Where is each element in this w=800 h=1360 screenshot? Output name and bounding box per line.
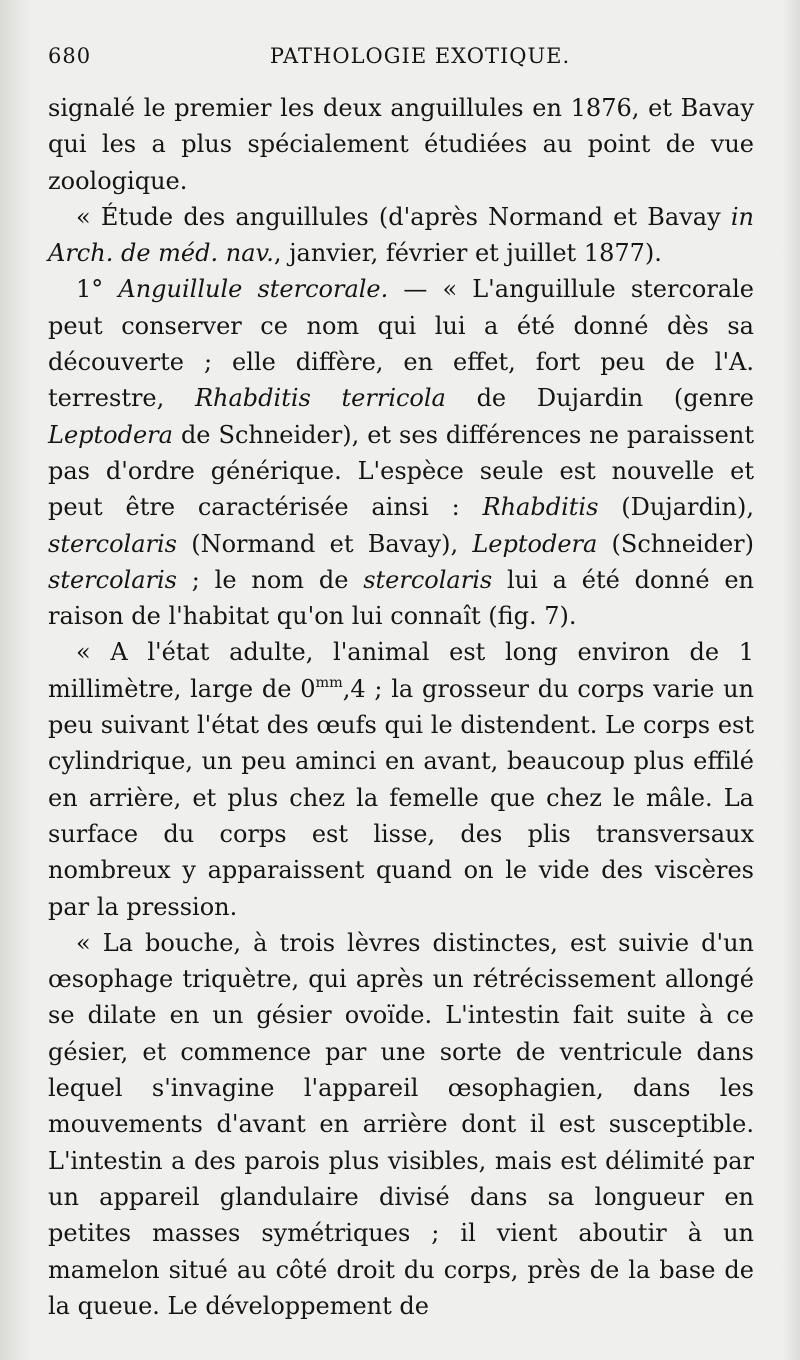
paragraph-continuation: signalé le premier les deux anguillules en 1876, et Bavay qui les a plus spécialement étudiées au point de vue zoologique. [48,94,754,195]
running-title: PATHOLOGIE EXOTIQUE. [269,44,571,68]
section-heading-italic: Anguillule stercorale. [118,275,389,304]
page-number: 680 [48,44,92,68]
species-name: stercolaris [48,529,177,558]
running-head [48,44,752,80]
paragraph-adult-description: « A l'état adulte, l'animal est long environ de 1 millimètre, large de $0^{mm},4$ ; la grosseur du corps varie un peu suivant l'état des œufs qui le distendent. Le corps est cylindrique, un peu aminci en avant, beaucoup plus effilé en arrière, et plus chez la femelle que chez le mâle. La surface du corps est lisse, des plis transversaux nombreux y apparaissent quand on le vide des viscères par la pression. [48,638,754,921]
genus-name: Leptodera [472,529,598,558]
genus-name: Rhabditis [482,493,599,522]
genus-name: Leptodera [48,420,173,449]
paragraph-anatomy: « La bouche, à trois lèvres distinctes, est suivie d'un œsophage triquètre, qui après un rétrécissement allongé se dilate en un gésier ovoïde. L'intestin fait suite à ce gésier, et commence par une sorte de ventricule dans lequel s'invagine l'appareil œsophagien, dans les mouvements d'avant en arrière dont il est susceptible. L'intestin a des parois plus visibles, mais est délimité par un appareil glandulaire divisé dans sa longueur en petites masses symétriques ; il vient aboutir à un mamelon situé au côté droit du corps, près de la base de la queue. Le développement de [48,928,754,1320]
unit-superscript: mm [315,674,343,691]
species-name: Rhabditis terricola [194,384,446,413]
paragraph-anguillule-stercorale: 1° Anguillule stercorale. — « L'anguillule stercorale peut conserver ce nom qui lui a été donné dès sa découverte ; elle diffère, en effet, fort peu de l'A. terrestre, Rhabditis terricola de Dujardin (genre Leptodera de Schneider), et ses différences ne paraissent pas d'ordre générique. L'espèce seule est nouvelle et peut être caractérisée ainsi : Rhabditis (Dujardin), stercolaris (Normand et Bavay), Leptodera (Schneider) stercolaris ; le nom de stercolaris lui a été donné en raison de l'habitat qu'on lui connaît (fig. 7). [48,275,755,631]
journal-reference: in Arch. de méd. nav. [48,202,754,268]
species-name: stercolaris [363,565,493,594]
species-name: stercolaris [48,565,177,594]
body-text [48,90,754,1324]
paragraph-source-citation: « Étude des anguillules (d'après Normand et Bavay in Arch. de méd. nav., janvier, février et juillet 1877). [48,202,754,268]
